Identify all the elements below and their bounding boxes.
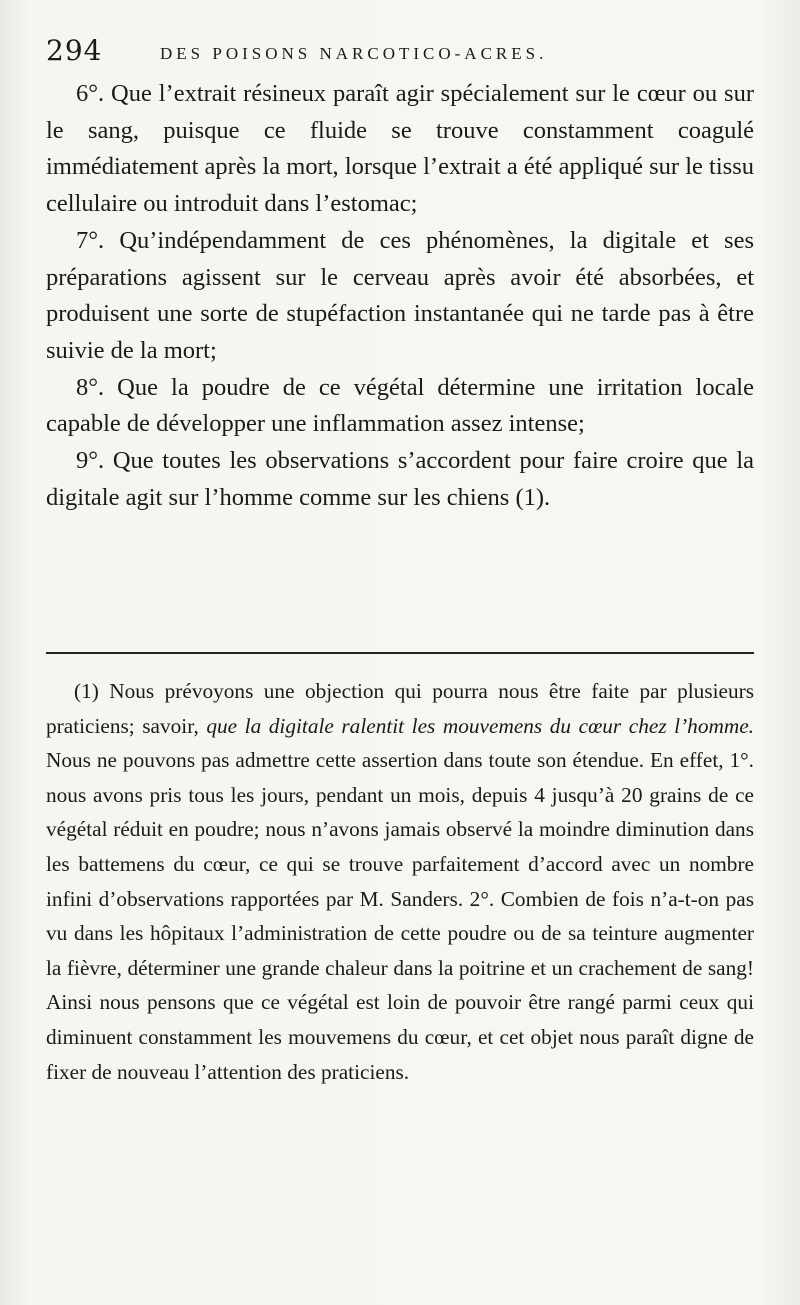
footnote-text-end: Nous ne pouvons pas admettre cette assertion dans toute son étendue. En effet, 1°. nous avons pris tous les jours, pendant un mois, depuis 4 jusqu’à 20 grains de ce végétal réduit en poudre; nous n’avons jamais observé la moindre diminution dans les battemens du cœur, ce qui se trouve parfaitement d’accord avec un nombre infini d’observations rapportées par M. Sanders. 2°. Combien de fois n’a-t-on pas vu dans les hôpitaux l’administration de cette poudre ou de sa teinture augmenter la fièvre, déterminer une grande chaleur dans la poitrine et un crachement de sang! Ainsi nous pensons que ce végétal est loin de pouvoir être rangé parmi ceux qui diminuent constamment les mouvemens du cœur, et cet objet nous paraît digne de fixer de nouveau l’attention des praticiens. [46, 748, 754, 1084]
footnote-paragraph [46, 674, 754, 1089]
running-head [46, 34, 766, 74]
body-text [46, 76, 754, 516]
footnote-text-start: (1) Nous prévoyons une objection qui pourra nous être faite par plusieurs praticiens; savoir, [46, 679, 754, 738]
paragraph-8: 8°. Que la poudre de ce végétal détermine une irritation locale capable de développer une inflammation assez intense; [46, 373, 754, 438]
footnote [46, 674, 754, 1089]
paragraph-7: 7°. Qu’indépendamment de ces phénomènes, la digitale et ses préparations agissent sur le cerveau après avoir été absorbées, et produisent une sorte de stupéfaction instantanée qui ne tarde pas à être suivie de la mort; [46, 226, 754, 364]
footnote-italic-quote: que la digitale ralentit les mouvemens du cœur chez l’homme. [206, 713, 755, 738]
paragraph-6: 6°. Que l’extrait résineux paraît agir spécialement sur le cœur ou sur le sang, puisque ce fluide se trouve constamment coagulé immédiatement après la mort, lorsque l’extrait a été appliqué sur le tissu cellulaire ou introduit dans l’estomac; [46, 80, 754, 218]
footnote-divider [46, 652, 754, 654]
paragraph-9: 9°. Que toutes les observations s’accordent pour faire croire que la digitale agit sur l’homme comme sur les chiens (1). [46, 447, 754, 511]
running-title: DES POISONS NARCOTICO-ACRES. [160, 44, 548, 63]
page-number: 294 [46, 34, 103, 67]
